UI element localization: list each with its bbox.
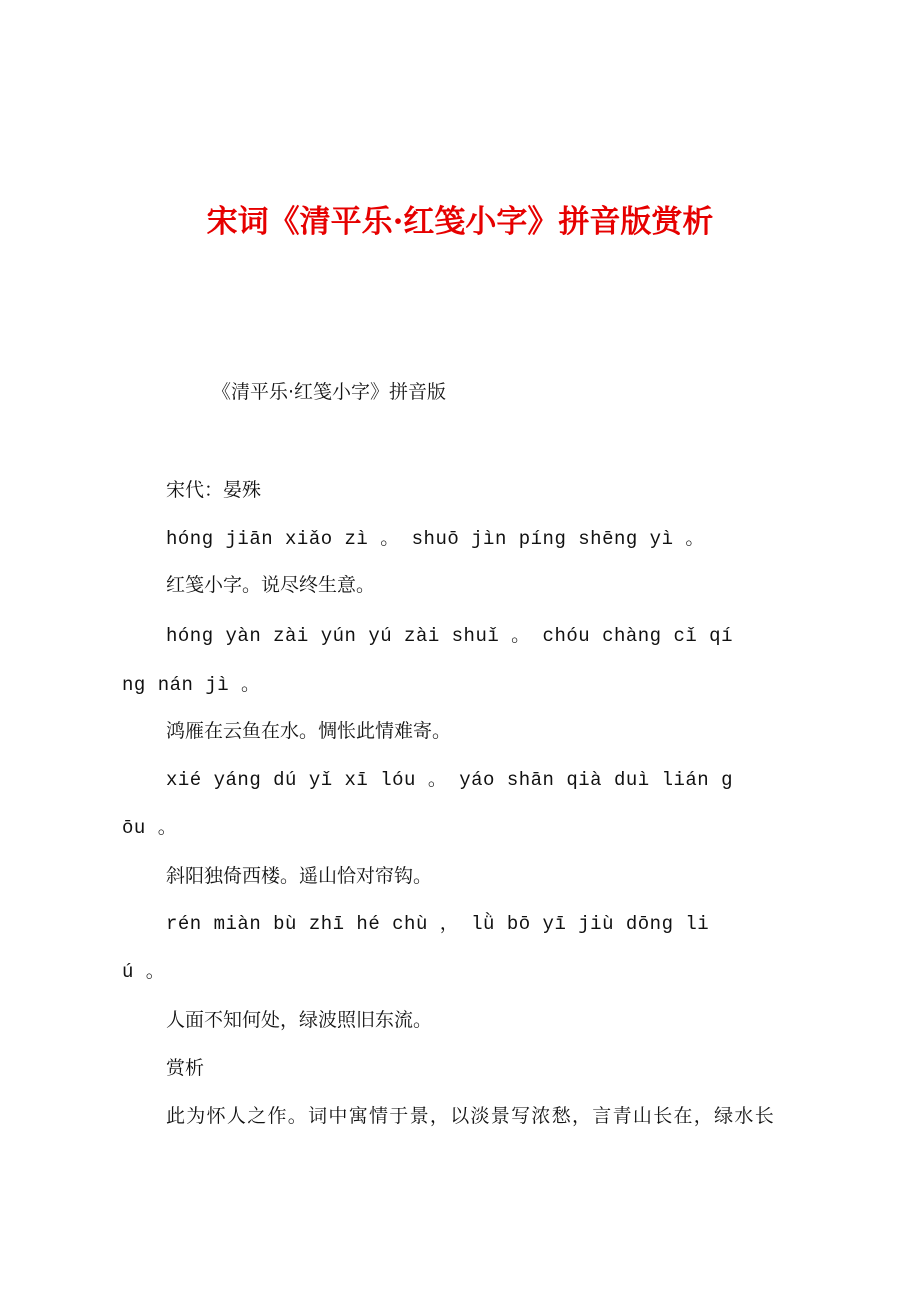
- document-title: 宋词《清平乐·红笺小字》拼音版赏析: [206, 204, 714, 240]
- poem-line: 红笺小字。说尽终生意。: [166, 574, 376, 596]
- pinyin-line: hóng yàn zài yún yú zài shuǐ 。 chóu chàng cǐ qí: [166, 625, 733, 647]
- analysis-paragraph: 此为怀人之作。词中寓情于景，以淡景写浓愁，言青山长在，绿水长: [166, 1105, 776, 1127]
- pinyin-line: xié yáng dú yǐ xī lóu 。 yáo shān qià duì lián g: [166, 769, 733, 791]
- pinyin-line-wrap: ú 。: [122, 961, 166, 983]
- author-line: 宋代：晏殊: [166, 479, 262, 501]
- section-heading: 赏析: [166, 1057, 205, 1079]
- pinyin-line-wrap: ng nán jì 。: [122, 674, 261, 696]
- pinyin-line: rén miàn bù zhī hé chù ， lǜ bō yī jiù dōng li: [166, 913, 710, 935]
- pinyin-line-wrap: ōu 。: [122, 817, 178, 839]
- pinyin-line: hóng jiān xiǎo zì 。 shuō jìn píng shēng yì 。: [166, 528, 705, 550]
- poem-line: 斜阳独倚西楼。遥山恰对帘钩。: [166, 865, 433, 887]
- poem-line: 鸿雁在云鱼在水。惆怅此情难寄。: [166, 720, 452, 742]
- poem-line: 人面不知何处，绿波照旧东流。: [166, 1009, 433, 1031]
- subtitle: 《清平乐·红笺小字》拼音版: [212, 381, 447, 403]
